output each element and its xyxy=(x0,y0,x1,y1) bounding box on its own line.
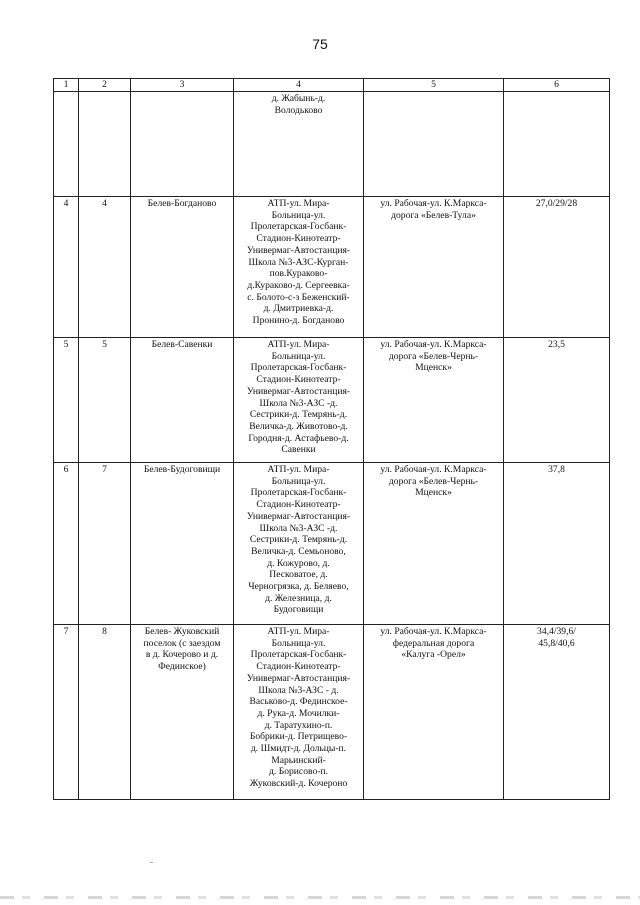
cell-length: 34,4/39,6/ 45,8/40,6 xyxy=(504,625,610,800)
cell-route-stops: АТП-ул. Мира- Больница-ул. Пролетарская-Госбанк- Стадион-Кинотеатр- Универмаг-Автостанция- Школа №3-АЗС - д. Васьково-д. Фединское- д. Рука-д. Мочилки- д. Таратухино-п. Бобрики-д. Петрищево- д. Шмидт-д. Дольцы-п. Марьинский- д. Борисово-п. Жуковский-д. Кочероно xyxy=(234,625,364,800)
column-header-5: 5 xyxy=(364,79,504,92)
table-row xyxy=(54,463,610,625)
column-header-4: 4 xyxy=(234,79,364,92)
cell-length xyxy=(504,92,610,197)
cell-col2: 7 xyxy=(79,463,131,625)
table-row xyxy=(54,92,610,197)
page-number: 75 xyxy=(312,36,328,52)
column-header-2: 2 xyxy=(79,79,131,92)
cell-col1: 6 xyxy=(54,463,79,625)
cell-streets: ул. Рабочая-ул. К.Маркса- федеральная дорога «Калуга -Орел» xyxy=(364,625,504,800)
cell-length: 37,8 xyxy=(504,463,610,625)
cell-col1 xyxy=(54,92,79,197)
cell-streets: ул. Рабочая-ул. К.Маркса- дорога «Белев-Чернь- Мценск» xyxy=(364,338,504,463)
table-row xyxy=(54,338,610,463)
scan-edge-noise xyxy=(0,896,640,899)
cell-col2 xyxy=(79,92,131,197)
column-header-6: 6 xyxy=(504,79,610,92)
cell-length: 23,5 xyxy=(504,338,610,463)
cell-length: 27,0/29/28 xyxy=(504,197,610,338)
table-row xyxy=(54,625,610,800)
column-header-1: 1 xyxy=(54,79,79,92)
cell-route-name: Белев-Савенки xyxy=(131,338,234,463)
cell-col2: 5 xyxy=(79,338,131,463)
cell-col2: 4 xyxy=(79,197,131,338)
cell-col1: 5 xyxy=(54,338,79,463)
cell-route-stops: АТП-ул. Мира- Больница-ул. Пролетарская-Госбанк- Стадион-Кинотеатр- Универмаг-Автостанция- Школа №3-АЗС -д. Сестрики-д. Темрянь-д. Величка-д. Животово-д. Городня-д. Астафьево-д. Савенки xyxy=(234,338,364,463)
cell-route-name xyxy=(131,92,234,197)
table-header-row xyxy=(54,79,610,92)
table-row xyxy=(54,197,610,338)
cell-col1: 7 xyxy=(54,625,79,800)
cell-streets xyxy=(364,92,504,197)
cell-col1: 4 xyxy=(54,197,79,338)
cell-route-stops: АТП-ул. Мира- Больница-ул. Пролетарская-Госбанк- Стадион-Кинотеатр- Универмаг-Автостанция- Школа №3-АЗС -д. Сестрики-д. Темрянь-д. Величка-д. Семьоново, д. Кожурово, д. Песковатое, д. Черногрязка, д. Беляево, д. Железница, д. Будоговищи xyxy=(234,463,364,625)
cell-route-name: Белев- Жуковский поселок (с заездом в д. Кочерово и д. Фединское) xyxy=(131,625,234,800)
cell-col2: 8 xyxy=(79,625,131,800)
route-table xyxy=(53,78,610,800)
cell-route-stops: АТП-ул. Мира- Больница-ул. Пролетарская-Госбанк- Стадион-Кинотеатр- Универмаг-Автостанция- Школа №3-АЗС-Курган- пов.Кураково- д.Кураково-д. Сергеевка- с. Болото-с-з Беженский- д. Дмитриевка-д. Пронино-д. Богданово xyxy=(234,197,364,338)
column-header-3: 3 xyxy=(131,79,234,92)
cell-streets: ул. Рабочая-ул. К.Маркса- дорога «Белев-Тула» xyxy=(364,197,504,338)
cell-streets: ул. Рабочая-ул. К.Маркса- дорога «Белев-Чернь- Мценск» xyxy=(364,463,504,625)
cell-route-name: Белев-Будоговищи xyxy=(131,463,234,625)
cell-route-name: Белев-Богданово xyxy=(131,197,234,338)
scan-speck xyxy=(150,862,153,863)
cell-route-stops: д. Жабынь-д. Володьково xyxy=(234,92,364,197)
